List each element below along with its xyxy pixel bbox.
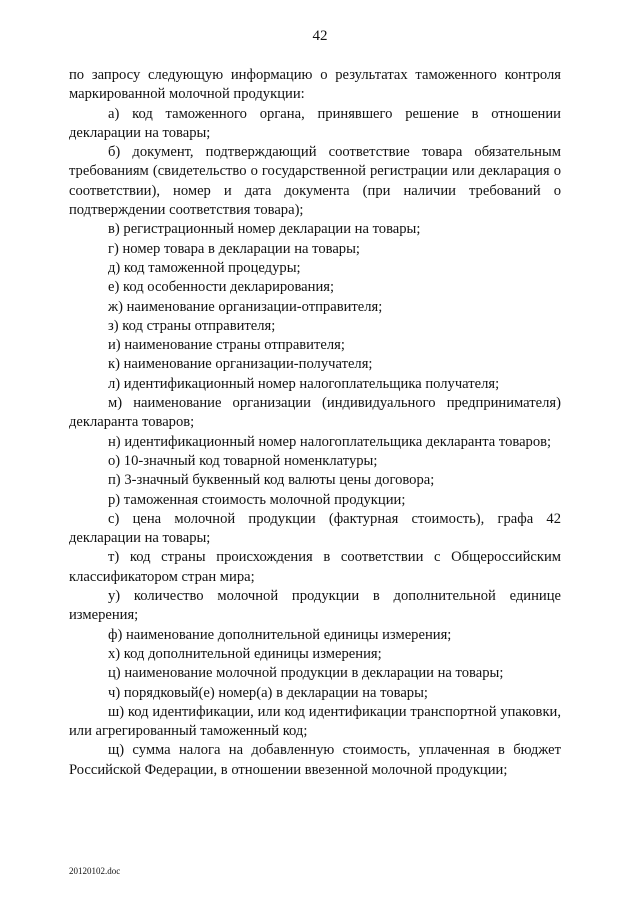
list-item: ч) порядковый(е) номер(а) в декларации на товары;	[108, 684, 428, 701]
list-item: и) наименование страны отправителя;	[108, 337, 345, 354]
list-item: ш) код идентификации, или код идентификации транспортной упаковки, или агрегированный таможенный код;	[69, 703, 561, 740]
document-body	[69, 66, 561, 780]
list-item: д) код таможенной процедуры;	[108, 259, 301, 276]
list-item: н) идентификационный номер налогоплательщика декларанта товаров;	[108, 433, 552, 450]
list-item: в) регистрационный номер декларации на товары;	[108, 221, 421, 238]
list-item: ж) наименование организации-отправителя;	[108, 298, 383, 315]
list-item: б) документ, подтверждающий соответствие товара обязательным требованиям (свидетельство о государственной регистрации или декларация о соответствии), номер и дата документа (при наличии требований о подтверждении соответствия товара);	[69, 144, 561, 219]
file-name-footer: 20120102.doc	[69, 866, 121, 876]
list-item: р) таможенная стоимость молочной продукции;	[108, 491, 406, 508]
list-item: о) 10-значный код товарной номенклатуры;	[108, 452, 378, 469]
list-item: щ) сумма налога на добавленную стоимость, уплаченная в бюджет Российской Федерации, в отношении ввезенной молочной продукции;	[69, 742, 561, 778]
list-item: с) цена молочной продукции (фактурная стоимость), графа 42 декларации на товары;	[69, 510, 561, 547]
list-item: г) номер товара в декларации на товары;	[108, 240, 360, 257]
list-item: м) наименование организации (индивидуального предпринимателя) декларанта товаров;	[69, 395, 561, 431]
list-item: е) код особенности декларирования;	[108, 279, 335, 296]
list-item: у) количество молочной продукции в дополнительной единице измерения;	[69, 588, 561, 624]
paragraph-continuation: по запросу следующую информацию о результатах таможенного контроля маркированной молочной продукции:	[69, 67, 561, 103]
list-item: х) код дополнительной единицы измерения;	[108, 645, 382, 662]
list-item: з) код страны отправителя;	[108, 317, 276, 334]
page-number: 42	[312, 28, 328, 44]
list-item: к) наименование организации-получателя;	[108, 356, 373, 373]
list-item: ф) наименование дополнительной единицы измерения;	[108, 626, 452, 643]
list-item: ц) наименование молочной продукции в декларации на товары;	[108, 665, 504, 682]
list-item: а) код таможенного органа, принявшего решение в отношении декларации на товары;	[69, 105, 561, 141]
list-item: п) 3-значный буквенный код валюты цены договора;	[108, 472, 435, 489]
list-item: т) код страны происхождения в соответствии с Общероссийским классификатором стран мира;	[69, 549, 561, 585]
list-item: л) идентификационный номер налогоплательщика получателя;	[108, 375, 500, 392]
